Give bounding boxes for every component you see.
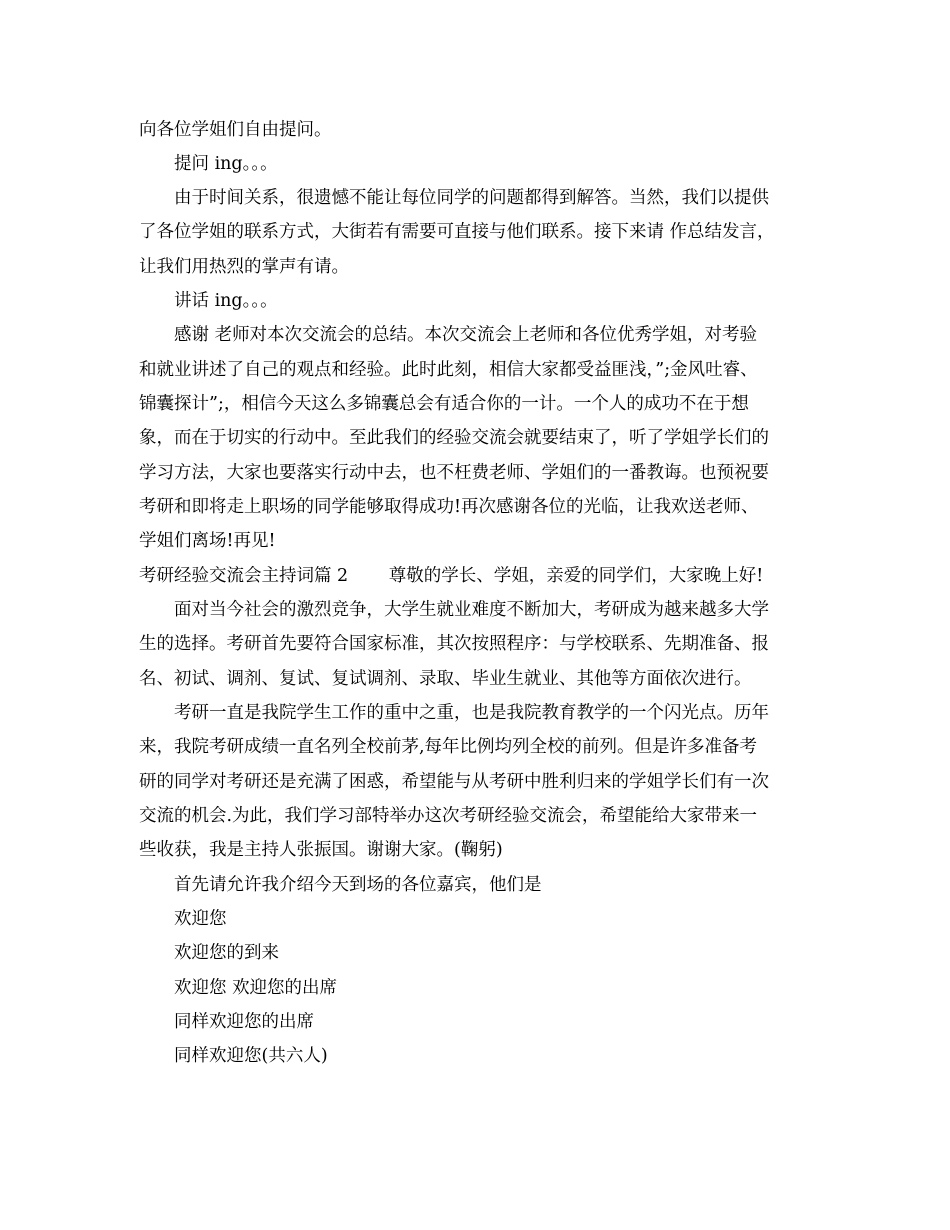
text-line: 锦囊探计”;，相信今天这么多锦囊总会有适合你的一计。一个人的成功不在于想 [139,394,749,414]
text-line: 讲话 ing。。。 [174,291,278,311]
text-line: 了各位学姐的联系方式，大街若有需要可直接与他们联系。接下来请 作总结发言， [139,222,775,242]
text-line: 来，我院考研成绩一直名列全校前茅,每年比例均列全校的前列。但是许多准备考 [139,737,758,757]
text-line: 向各位学姐们自由提问。 [139,120,332,140]
text-line: 由于时间关系，很遗憾不能让每位同学的问题都得到解答。当然，我们以提供 [174,188,769,208]
text-line: 欢迎您的到来 [174,943,279,963]
text-line: 研的同学对考研还是充满了困惑，希望能与从考研中胜利归来的学姐学长们有一次 [139,772,769,792]
text-line: 名、初试、调剂、复试、复试调剂、录取、毕业生就业、其他等方面依次进行。 [139,669,752,689]
text-line: 首先请允许我介绍今天到场的各位嘉宾，他们是 [174,875,542,895]
text-line: 同样欢迎您(共六人) [174,1046,328,1066]
text-line: 交流的机会.为此，我们学习部特举办这次考研经验交流会，希望能给大家带来一 [139,806,758,826]
text-line: 考研一直是我院学生工作的重中之重，也是我院教育教学的一个闪光点。历年 [174,703,769,723]
text-line: 学习方法，大家也要落实行动中去，也不枉费老师、学姐们的一番教诲。也预祝要 [139,463,769,483]
text-line: 欢迎您 [174,909,227,929]
text-line: 些收获，我是主持人张振国。谢谢大家。(鞠躬) [139,840,503,860]
text-line: 考研和即将走上职场的同学能够取得成功!再次感谢各位的光临，让我欢送老师、 [139,497,759,517]
text-line: 面对当今社会的激烈竞争，大学生就业难度不断加大，考研成为越来越多大学 [174,600,769,620]
text-line: 象，而在于切实的行动中。至此我们的经验交流会就要结束了，听了学姐学长们的 [139,428,769,448]
text-line: 和就业讲述了自己的观点和经验。此时此刻，相信大家都受益匪浅，”;金风吐睿、 [139,360,758,380]
text-line: 欢迎您 欢迎您的出席 [174,978,338,998]
text-line: 提问 ing。。。 [174,154,278,174]
text-line: 让我们用热烈的掌声有请。 [139,257,349,277]
text-line: 同样欢迎您的出席 [174,1012,314,1032]
section-heading: 考研经验交流会主持词篇 2 尊敬的学长、学姐，亲爱的同学们，大家晚上好! [139,566,764,586]
text-line: 生的选择。考研首先要符合国家标准，其次按照程序：与学校联系、先期准备、报 [139,634,769,654]
text-line: 感谢 老师对本次交流会的总结。本次交流会上老师和各位优秀学姐，对考验 [174,325,758,345]
text-line: 学姐们离场!再见! [139,531,276,551]
